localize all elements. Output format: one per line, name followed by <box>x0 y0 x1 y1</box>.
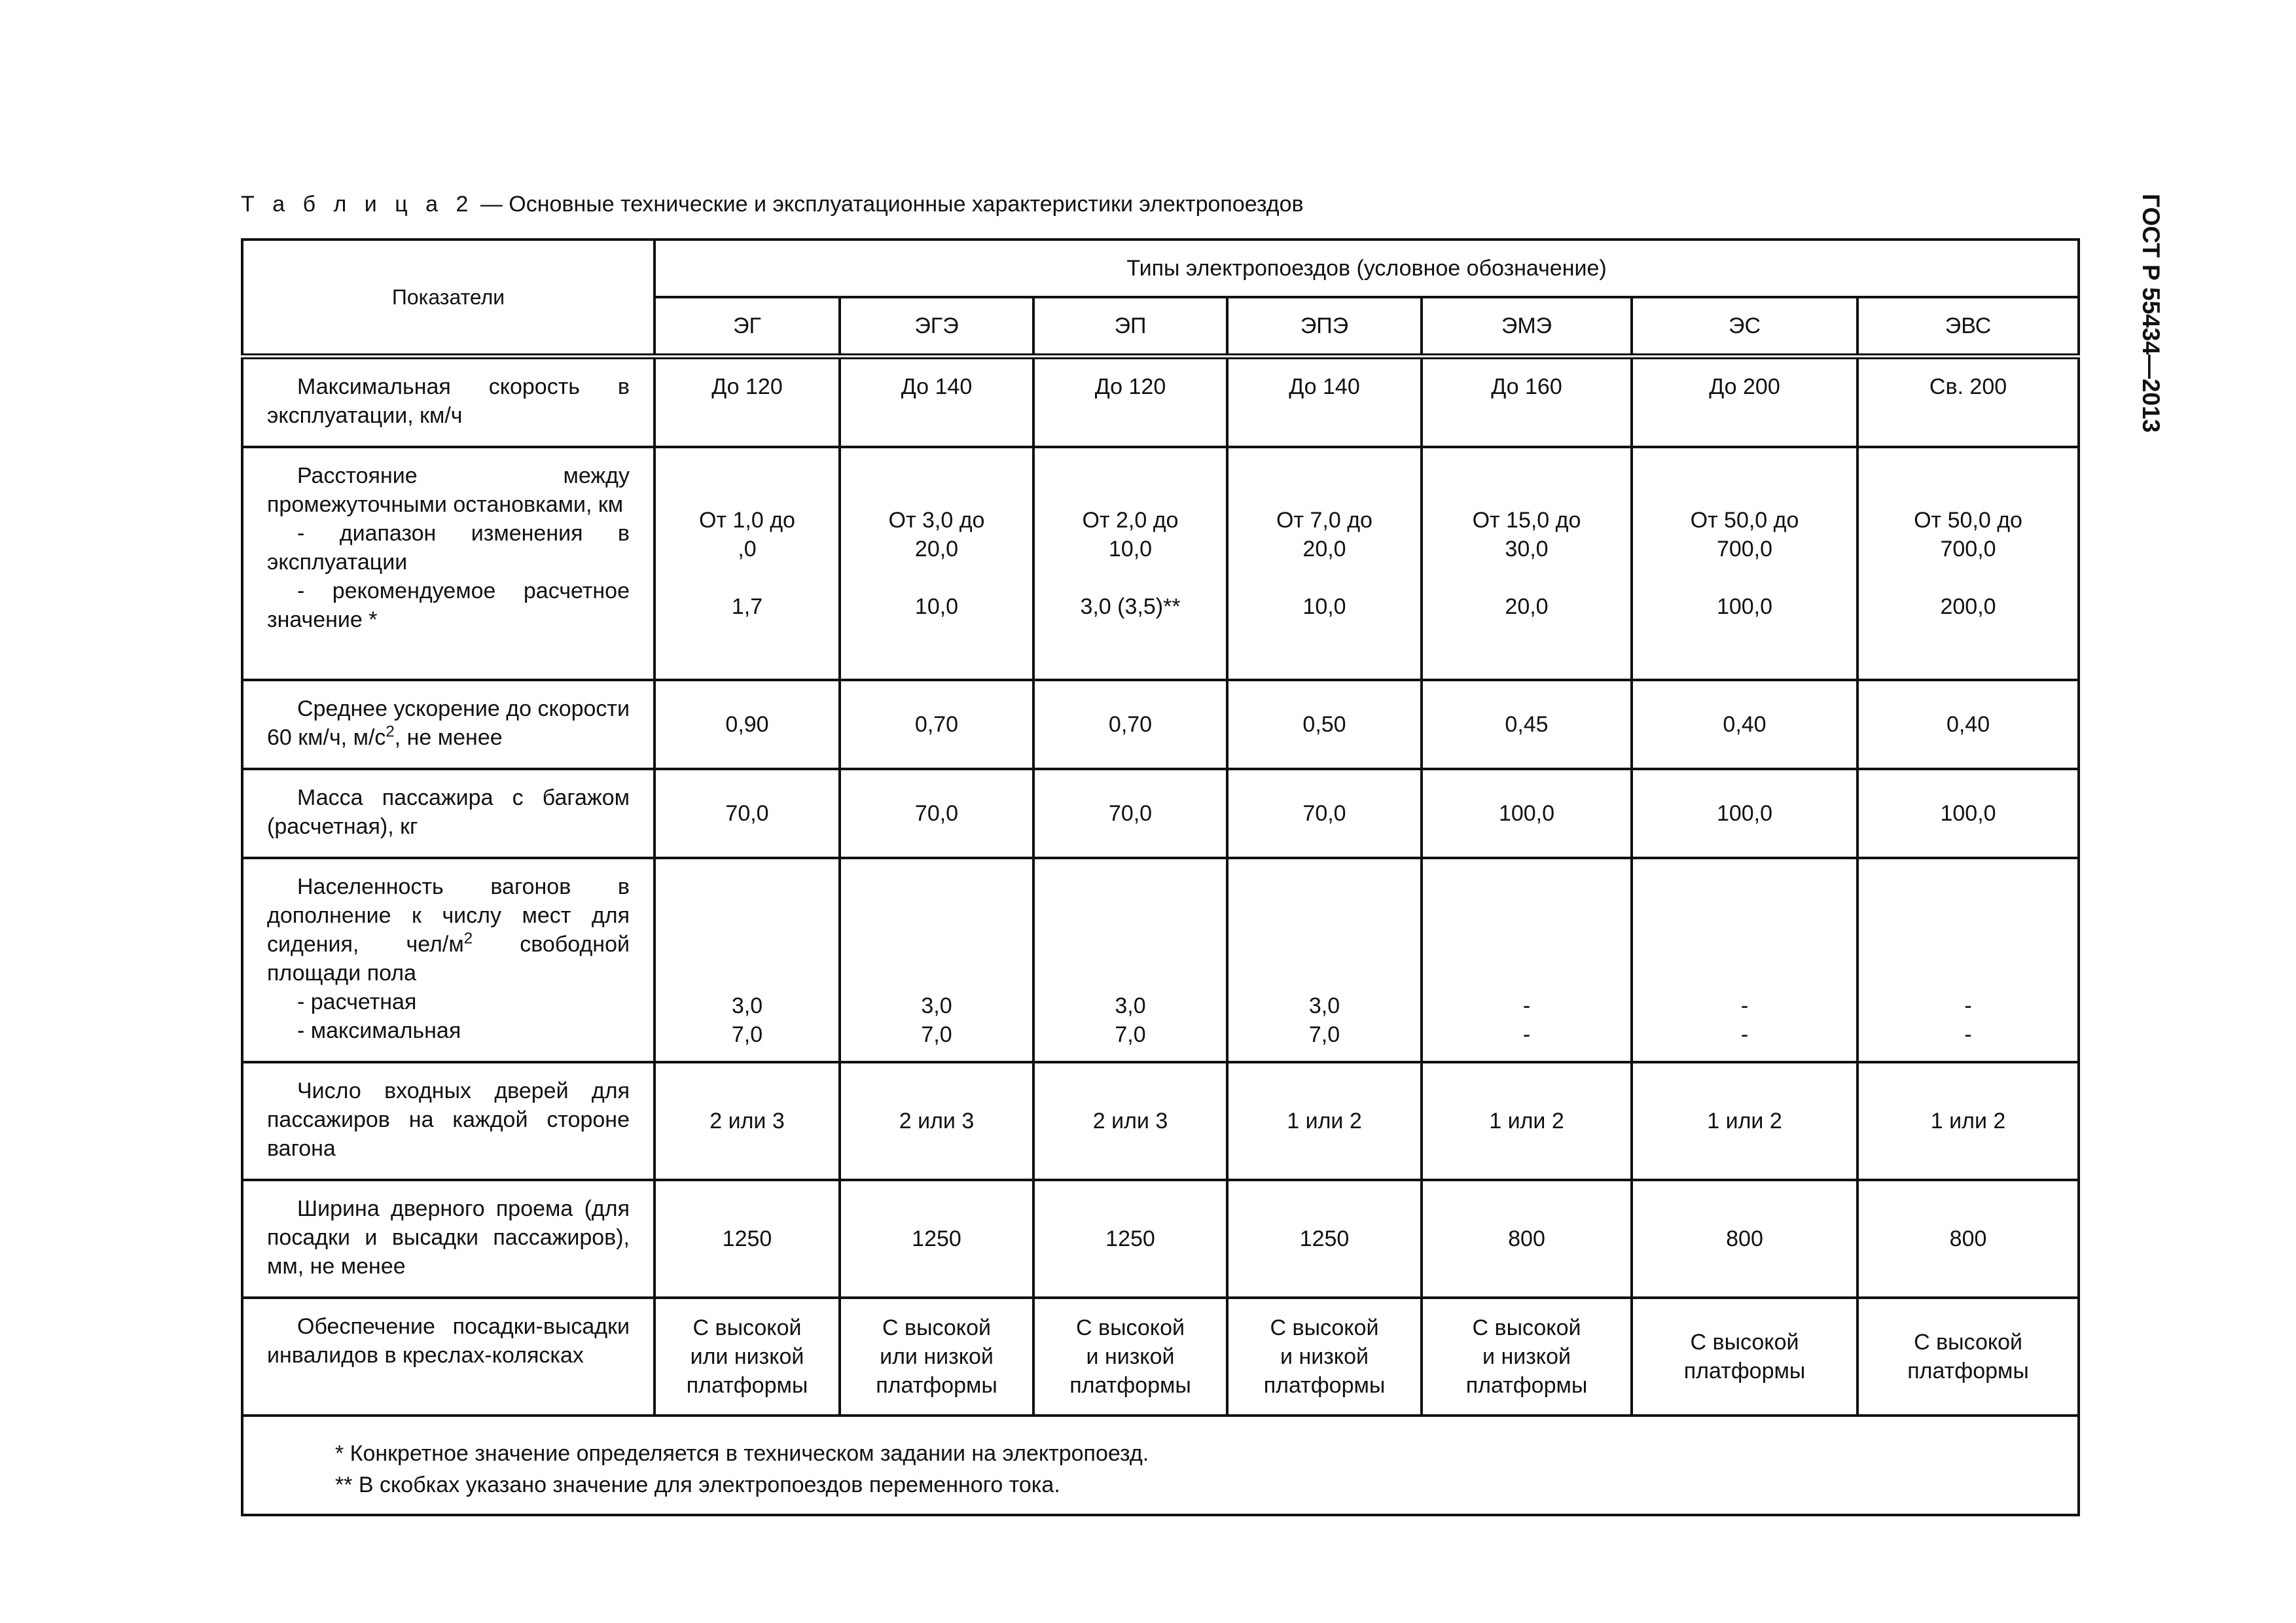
value-cell: До 160 <box>1422 357 1632 447</box>
value-cell: От 50,0 до 700,0 100,0 <box>1632 447 1857 680</box>
value-cell: 70,0 <box>1227 769 1422 858</box>
value-cell: 1 или 2 <box>1857 1062 2079 1180</box>
value-cell: 3,0 7,0 <box>655 858 840 1062</box>
parameter-text-tail: , не менее <box>394 724 503 750</box>
parameter-text-main: Населенность вагонов в дополнение к числу мест для сидения, чел/м <box>267 874 630 957</box>
value-cell: 0,40 <box>1632 680 1857 769</box>
table-row-doors <box>242 1062 2079 1180</box>
value-cell: До 140 <box>840 357 1033 447</box>
value-cell: - - <box>1857 858 2079 1062</box>
parameter-cell <box>242 1062 655 1180</box>
value-cell: От 50,0 до 700,0 200,0 <box>1857 447 2079 680</box>
value-cell: От 2,0 до 10,0 3,0 (3,5)** <box>1033 447 1227 680</box>
table-row-passenger-mass <box>242 769 2079 858</box>
parameter-cell <box>242 1180 655 1298</box>
header-row-group <box>242 240 2079 297</box>
value-cell: 0,90 <box>655 680 840 769</box>
parameter-cell <box>242 447 655 680</box>
value-cell: Св. 200 <box>1857 357 2079 447</box>
value-cell: До 120 <box>1033 357 1227 447</box>
value-cell: От 3,0 до 20,0 10,0 <box>840 447 1033 680</box>
value-cell: - - <box>1632 858 1857 1062</box>
parameter-text <box>267 694 630 752</box>
parameter-cell <box>242 357 655 447</box>
value-cell: 100,0 <box>1857 769 2079 858</box>
parameter-cell <box>242 680 655 769</box>
parameter-text-main: Среднее ускорение до скорости 60 км/ч, м/с <box>267 696 630 750</box>
value-cell: До 200 <box>1632 357 1857 447</box>
parameter-text: Расстояние между промежуточными остановками, км <box>267 463 630 517</box>
column-header: ЭМЭ <box>1422 297 1632 357</box>
value-cell: 2 или 3 <box>1033 1062 1227 1180</box>
parameter-subitem: - максимальная <box>297 1018 461 1043</box>
parameter-text <box>267 872 630 988</box>
value-cell: 2 или 3 <box>655 1062 840 1180</box>
value-cell: 1 или 2 <box>1632 1062 1857 1180</box>
parameter-cell <box>242 858 655 1062</box>
value-cell: 70,0 <box>840 769 1033 858</box>
table-notes <box>242 1416 2079 1515</box>
value-cell: - - <box>1422 858 1632 1062</box>
table-row-acceleration <box>242 680 2079 769</box>
value-cell: 1250 <box>1227 1180 1422 1298</box>
table-row-occupancy <box>242 858 2079 1062</box>
parameter-text-tail: свободной площади пола <box>267 931 630 986</box>
table-row-door-width <box>242 1180 2079 1298</box>
standard-code-vertical <box>2135 194 2166 495</box>
value-cell: 2 или 3 <box>840 1062 1033 1180</box>
parameter-text: Обеспечение посадки-высадки инвалидов в креслах-колясках <box>267 1313 630 1368</box>
value-cell: 3,0 7,0 <box>1033 858 1227 1062</box>
footnote: * Конкретное значение определяется в техническом задании на электропоезд. <box>335 1440 1149 1466</box>
value-cell: 0,70 <box>1033 680 1227 769</box>
table-row-accessibility <box>242 1298 2079 1416</box>
value-cell: 70,0 <box>1033 769 1227 858</box>
value-cell: 3,0 7,0 <box>840 858 1033 1062</box>
value-cell: С высокой или низкой платформы <box>840 1298 1033 1416</box>
table-caption-text: — Основные технические и эксплуатационные характеристики электропоездов <box>474 192 1304 217</box>
column-header: ЭПЭ <box>1227 297 1422 357</box>
table-row-stop-distance <box>242 447 2079 680</box>
value-cell: С высокой и низкой платформы <box>1422 1298 1632 1416</box>
value-cell: 800 <box>1632 1180 1857 1298</box>
value-cell: 0,45 <box>1422 680 1632 769</box>
table-row-max-speed <box>242 357 2079 447</box>
value-cell: До 140 <box>1227 357 1422 447</box>
header-train-types: Типы электропоездов (условное обозначение) <box>655 240 2079 297</box>
parameter-subitem: - рекомендуемое расчетное значение * <box>267 578 630 632</box>
characteristics-table <box>241 238 2080 1516</box>
value-cell: С высокой и низкой платформы <box>1033 1298 1227 1416</box>
parameter-text: Число входных дверей для пассажиров на каждой стороне вагона <box>267 1078 630 1161</box>
parameter-text: Максимальная скорость в эксплуатации, км/ч <box>267 374 630 428</box>
table-caption-label: Т а б л и ц а 2 <box>241 192 475 217</box>
column-header: ЭП <box>1033 297 1227 357</box>
parameter-subitem: - диапазон изменения в эксплуатации <box>267 520 630 575</box>
parameter-text: Масса пассажира с багажом (расчетная), кг <box>267 785 630 839</box>
unit-exponent: 2 <box>386 722 395 741</box>
value-cell: 1250 <box>840 1180 1033 1298</box>
header-parameters: Показатели <box>242 240 655 357</box>
parameter-subitem: - расчетная <box>297 989 417 1014</box>
value-cell: 800 <box>1857 1180 2079 1298</box>
value-cell: С высокой платформы <box>1857 1298 2079 1416</box>
table-caption <box>241 188 1304 220</box>
value-cell: 1250 <box>655 1180 840 1298</box>
value-cell: 0,40 <box>1857 680 2079 769</box>
column-header: ЭС <box>1632 297 1857 357</box>
value-cell: 0,50 <box>1227 680 1422 769</box>
value-cell: 70,0 <box>655 769 840 858</box>
parameter-cell <box>242 1298 655 1416</box>
standard-code-text: ГОСТ Р 55434—2013 <box>2138 194 2164 433</box>
value-cell: 1 или 2 <box>1227 1062 1422 1180</box>
value-cell: 3,0 7,0 <box>1227 858 1422 1062</box>
column-header: ЭГЭ <box>840 297 1033 357</box>
value-cell: С высокой платформы <box>1632 1298 1857 1416</box>
value-cell: От 15,0 до 30,0 20,0 <box>1422 447 1632 680</box>
unit-exponent: 2 <box>463 929 473 948</box>
parameter-cell <box>242 769 655 858</box>
footnote: ** В скобках указано значение для электропоездов переменного тока. <box>335 1472 1060 1497</box>
value-cell: От 1,0 до ,0 1,7 <box>655 447 840 680</box>
value-cell: От 7,0 до 20,0 10,0 <box>1227 447 1422 680</box>
value-cell: 1250 <box>1033 1180 1227 1298</box>
value-cell: 0,70 <box>840 680 1033 769</box>
value-cell: С высокой или низкой платформы <box>655 1298 840 1416</box>
column-header: ЭВС <box>1857 297 2079 357</box>
parameter-text: Ширина дверного проема (для посадки и высадки пассажиров), мм, не менее <box>267 1196 630 1279</box>
value-cell: 100,0 <box>1632 769 1857 858</box>
value-cell: 800 <box>1422 1180 1632 1298</box>
value-cell: До 120 <box>655 357 840 447</box>
value-cell: 1 или 2 <box>1422 1062 1632 1180</box>
value-cell: С высокой и низкой платформы <box>1227 1298 1422 1416</box>
column-header: ЭГ <box>655 297 840 357</box>
table-notes-row <box>242 1416 2079 1515</box>
value-cell: 100,0 <box>1422 769 1632 858</box>
